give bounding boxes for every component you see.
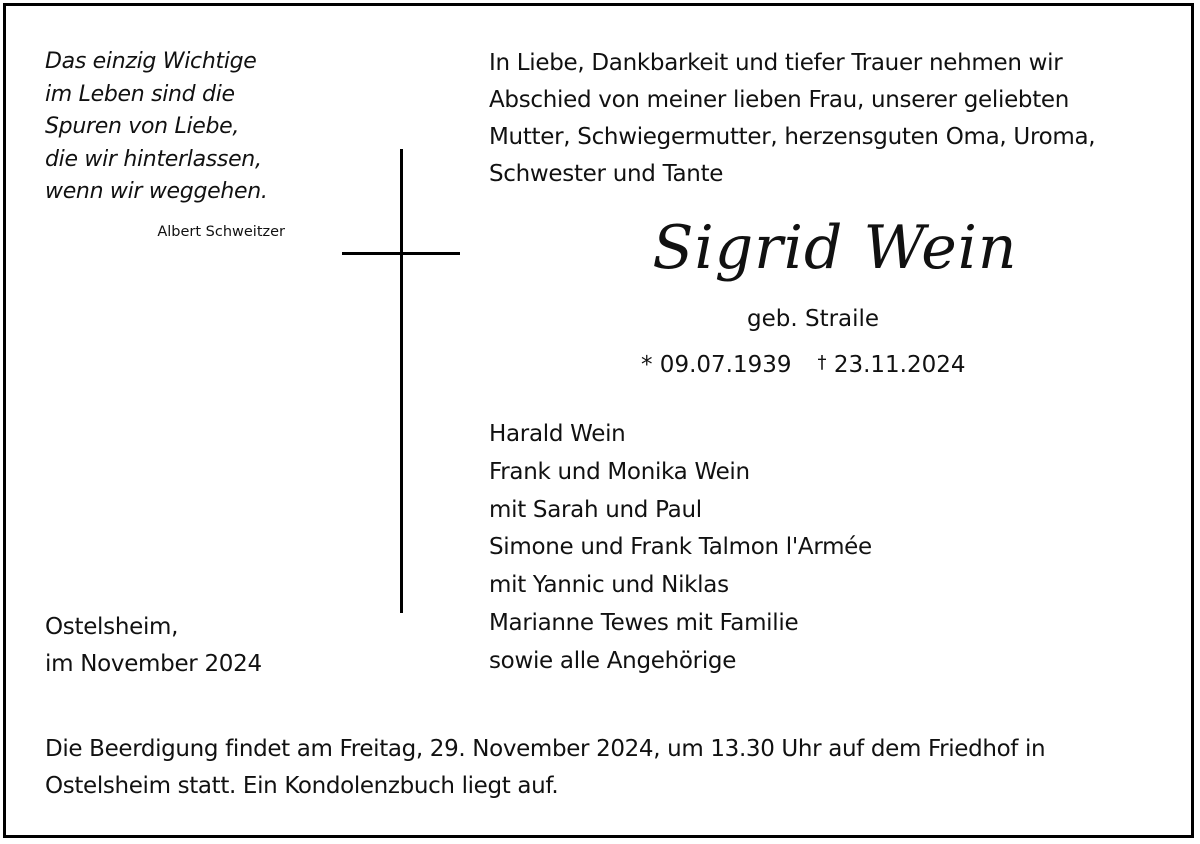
quote-line: wenn wir weggehen. [45,179,268,204]
death-date: 23.11.2024 [833,352,966,378]
family-member: sowie alle Angehörige [489,647,737,674]
family-member: Marianne Tewes mit Familie [489,609,799,636]
family-member: mit Yannic und Niklas [489,572,729,599]
birth-date: * 09.07.1939 [641,352,792,378]
intro-line: Mutter, Schwiegermutter, herzensguten Oma, Uroma, [489,124,1096,150]
family-member: Harald Wein [489,421,626,447]
intro-text [489,45,1179,193]
funeral-notice [45,731,1165,805]
deceased-name: Sigrid Wein [652,213,1018,283]
life-dates [641,344,966,384]
quote-line: Das einzig Wichtige [45,49,257,74]
quote-line: im Leben sind die [45,81,235,107]
place-line: im November 2024 [45,651,262,677]
intro-line: Schwester und Tante [489,161,724,187]
maiden-name: geb. Straile [747,306,880,332]
notice-line: Die Beerdigung findet am Freitag, 29. November 2024, um 13.30 Uhr auf dem Friedhof in [45,736,1046,762]
quote-author: Albert Schweitzer [157,224,285,240]
cross-horizontal-bar [342,252,460,255]
family-member: mit Sarah und Paul [489,496,702,523]
family-list [489,416,1089,681]
place-date [45,609,365,683]
family-member: Simone und Frank Talmon l'Armée [489,534,872,561]
quote-line: Spuren von Liebe, [45,114,240,139]
cross-vertical-bar [400,149,403,613]
intro-line: Abschied von meiner lieben Frau, unserer geliebten [489,87,1070,113]
family-member: Frank und Monika Wein [489,458,750,485]
quote [45,46,345,209]
quote-line: die wir hinterlassen, [45,146,262,172]
place-line: Ostelsheim, [45,614,179,640]
notice-line: Ostelsheim statt. Ein Kondolenzbuch liegt auf. [45,773,559,799]
intro-line: In Liebe, Dankbarkeit und tiefer Trauer nehmen wir [489,50,1063,76]
dagger-icon: † [817,352,827,373]
